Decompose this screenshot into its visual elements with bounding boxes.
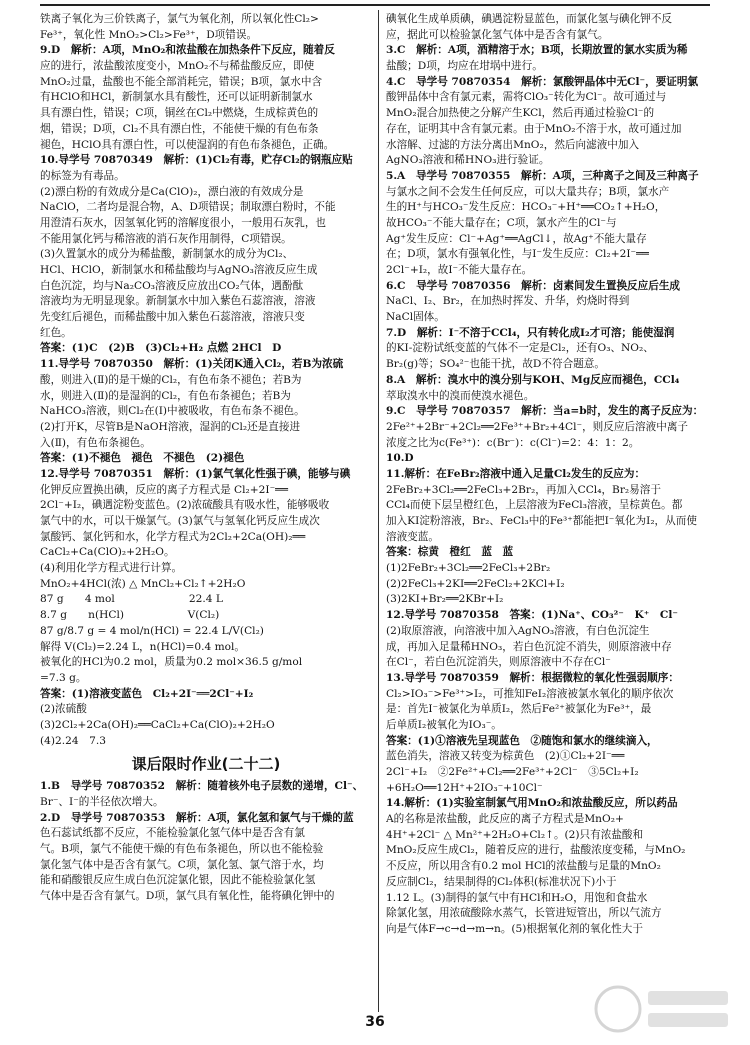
text-line: 12.导学号 70870351 解析：(1)氯气氧化性强于碘，能够与碘 bbox=[40, 467, 351, 480]
text-line: (2)漂白粉的有效成分是Ca(ClO)₂，漂白液的有效成分是 bbox=[40, 185, 304, 198]
text-line: 用澄清石灰水，因氢氧化钙的溶解度很小，一般用石灰乳，也 bbox=[40, 216, 327, 229]
text-line: 解得 V(Cl₂)=2.24 L，n(HCl)=0.4 mol。 bbox=[40, 640, 245, 653]
text-line: 溶液均为无明显现象。新制氯水中加入紫色石蕊溶液，溶液 bbox=[40, 295, 316, 308]
left-block-b bbox=[40, 779, 372, 905]
text-line: 生的H⁺与HCO₃⁻发生反应：HCO₃⁻+H⁺══CO₂↑+H₂O， bbox=[386, 201, 666, 214]
text-line: 10.导学号 70870349 解析：(1)Cl₂有毒，贮存Cl₂的钢瓶应贴 bbox=[40, 154, 353, 167]
text-line: 白色沉淀，均与Na₂CO₃溶液反应放出CO₂气体，遇酚酞 bbox=[40, 279, 304, 292]
page-number: 36 bbox=[365, 1014, 385, 1030]
text-line: 是：首先I⁻被氯化为单质I₂，然后Fe²⁺被氯化为Fe³⁺，最 bbox=[386, 703, 652, 716]
text-line: 13.导学号 70870359 解析：根据微粒的氧化性强弱顺序： bbox=[386, 671, 679, 684]
text-line: (2)2FeCl₃+2KI══2FeCl₂+2KCl+I₂ bbox=[386, 577, 565, 590]
text-line: NaCl、I₂、Br₂，在加热时挥发、升华，灼烧时得到 bbox=[386, 295, 630, 308]
text-line: 应，据此可以检验氯化氢气体中是否含有氯气。 bbox=[386, 28, 609, 41]
top-rule bbox=[40, 4, 710, 6]
text-line: HCl、HClO，新制氯水和稀盐酸均与AgNO₃溶液反应生成 bbox=[40, 264, 318, 276]
text-line: =7.3 g。 bbox=[40, 671, 87, 684]
text-line: 后单质I₂被氧化为IO₃⁻。 bbox=[386, 718, 502, 731]
text-line: 铁离子氧化为三价铁离子，氯气为氧化剂，所以氧化性Cl₂> bbox=[40, 13, 319, 25]
text-line: MnO₂过量，盐酸也不能全部消耗完，错误；B项，氯水中含 bbox=[40, 75, 323, 88]
text-line: 2.D 导学号 70870353 解析：A项，氯化氢和氯气与干燥的蓝 bbox=[40, 811, 354, 824]
watermark-logo bbox=[588, 979, 738, 1039]
text-line: 萃取溴水中的溴而使溴水褪色。 bbox=[386, 389, 535, 402]
text-line: (3)久置氯水的成分为稀盐酸，新制氯水的成分为Cl₂、 bbox=[40, 248, 294, 261]
text-line: 反应制Cl₂，结果制得的Cl₂体积(标准状况下)小于 bbox=[386, 875, 617, 888]
text-line: 氯气中的水，可以干燥氯气。(3)氯气与氢氧化钙反应生成次 bbox=[40, 515, 320, 527]
text-line: 水溶解、过滤的方法分离出MnO₂，然后向滤液中加入 bbox=[386, 138, 640, 151]
text-line: 向是气体F→c→d→m→n。(5)根据氧化剂的氧化性大于 bbox=[386, 922, 643, 935]
text-line: 先变红后褪色，而稀盐酸中加入紫色石蕊溶液，溶液只变 bbox=[40, 311, 305, 324]
text-line: 2Fe²⁺+2Br⁻+2Cl₂══2Fe³⁺+Br₂+4Cl⁻，则反应后溶液中离子 bbox=[386, 420, 689, 433]
column-divider bbox=[378, 10, 379, 1012]
text-line: 气。B项，氯气不能使干燥的有色布条褪色，所以也不能检验 bbox=[40, 843, 324, 856]
text-line: 6.C 导学号 70870356 解析：卤素间发生置换反应后生成 bbox=[386, 279, 681, 292]
text-line: 酸，则进入(Ⅱ)的是干燥的Cl₂，有色布条不褪色；若B为 bbox=[40, 373, 302, 386]
right-block bbox=[386, 12, 714, 938]
text-line: AgNO₃溶液和稀HNO₃进行验证。 bbox=[386, 154, 550, 167]
text-line: 答案：(1)C (2)B (3)Cl₂+H₂ 点燃 2HCl D bbox=[40, 342, 282, 355]
text-line: 蓝色消失，溶液又转变为棕黄色 (2)①Cl₂+2I⁻══ bbox=[386, 750, 625, 763]
text-line: NaClO，二者均是混合物，A、D项错误；制取漂白粉时，不能 bbox=[40, 201, 336, 214]
text-line: (4)2.24 7.3 bbox=[40, 734, 107, 747]
text-line: 5.A 导学号 70870355 解析：A项，三种离子之间及三种离子 bbox=[386, 169, 699, 182]
text-line: 碘氧化生成单质碘，碘遇淀粉显蓝色，而氯化氢与碘化钾不反 bbox=[386, 13, 673, 25]
text-line: 87 g 4 mol 22.4 L bbox=[40, 593, 223, 606]
text-line: 烟，错误；D项，Cl₂不具有漂白性，不能使干燥的有色布条 bbox=[40, 122, 319, 135]
text-line: 色石蕊试纸都不反应，不能检验氯化氢气体中是否含有氯 bbox=[40, 827, 305, 840]
text-line: 成，再加入足量稀HNO₃，若白色沉淀不消失，则原溶液中存 bbox=[386, 640, 672, 653]
text-line: 答案：(1)溶液变蓝色 Cl₂+2I⁻══2Cl⁻+I₂ bbox=[40, 687, 254, 700]
text-line: 应的进行，浓盐酸浓度变小，MnO₂不与稀盐酸反应，即使 bbox=[40, 60, 315, 73]
text-line: 具有漂白性，错误；C项，铜丝在Cl₂中燃烧，生成棕黄色的 bbox=[40, 107, 319, 120]
text-line: 1.12 L。(3)制得的氯气中有HCl和H₂O，用饱和食盐水 bbox=[386, 891, 648, 904]
text-line: (3)2KI+Br₂══2KBr+I₂ bbox=[386, 593, 504, 606]
text-line: 与氯水之间不会发生任何反应，可以大量共存；B项，氯水产 bbox=[386, 185, 670, 198]
text-line: 2Cl⁻+I₂，故I⁻不能大量存在。 bbox=[386, 264, 533, 276]
text-line: 故HCO₃⁻不能大量存在；C项，氯水产生的Cl⁻与 bbox=[386, 216, 617, 229]
text-line: 红色。 bbox=[40, 326, 72, 339]
text-line: 2Cl⁻+I₂，碘遇淀粉变蓝色。(2)浓硫酸具有吸水性，能够吸收 bbox=[40, 499, 330, 512]
text-line: 不能用氯化钙与稀溶液的消石灰作用制得，C项错误。 bbox=[40, 232, 292, 245]
text-line: +6H₂O══12H⁺+2IO₃⁻+10Cl⁻ bbox=[386, 781, 543, 794]
text-line: 答案：(1)不褪色 褪色 不褪色 (2)褪色 bbox=[40, 452, 245, 465]
text-line: 3.C 解析：A项，酒精溶于水；B项，长期放置的氯水实质为稀 bbox=[386, 44, 688, 57]
text-line: 答案：(1)①溶液先呈现蓝色 ②随饱和氯水的继续滴入， bbox=[386, 734, 658, 747]
text-line: 答案：棕黄 橙红 蓝 蓝 bbox=[386, 546, 514, 559]
text-line: 被氧化的HCl为0.2 mol，质量为0.2 mol×36.5 g/mol bbox=[40, 656, 303, 669]
left-column bbox=[40, 12, 372, 905]
text-line: (2)打开K，尽管B是NaOH溶液，湿润的Cl₂还是直接进 bbox=[40, 420, 301, 433]
text-line: 除氯化氢，用浓硫酸除水蒸气，长管进短管出，所以气流方 bbox=[386, 907, 662, 920]
text-line: 11.导学号 70870350 解析：(1)关闭K通入Cl₂，若B为浓硫 bbox=[40, 358, 344, 371]
text-line: Cl₂>IO₃⁻>Fe³⁺>I₂，可推知FeI₂溶液被氯水氧化的顺序依次 bbox=[386, 687, 674, 700]
text-line: 8.A 解析：溴水中的溴分别与KOH、Mg反应而褪色，CCl₄ bbox=[386, 373, 680, 386]
text-line: 不反应，所以用含有0.2 mol HCl的浓盐酸与足量的MnO₂ bbox=[386, 860, 661, 873]
text-line: 12.导学号 70870358 答案：(1)Na⁺、CO₃²⁻ K⁺ Cl⁻ bbox=[386, 609, 678, 622]
text-line: 氯酸钙、氯化钙和水，化学方程式为2Cl₂+2Ca(OH)₂══ bbox=[40, 530, 306, 543]
text-line: 存在，证明其中含有氯元素。由于MnO₂不溶于水，故可通过加 bbox=[386, 122, 682, 135]
text-line: NaCl固体。 bbox=[386, 311, 445, 324]
text-line: 溶液变蓝。 bbox=[386, 530, 439, 543]
text-line: Ag⁺发生反应：Cl⁻+Ag⁺══AgCl↓，故Ag⁺不能大量存 bbox=[386, 232, 647, 245]
text-line: 浓度之比为c(Fe³⁺)：c(Br⁻)：c(Cl⁻)=2：4：1：2。 bbox=[386, 436, 640, 449]
text-line: 在；D项，氯水有强氧化性，与I⁻发生反应：Cl₂+2I⁻══ bbox=[386, 248, 649, 261]
text-line: 有HClO和HCl，新制氯水具有酸性，还可以证明新制氯水 bbox=[40, 91, 313, 104]
text-line: Br⁻、I⁻的半径依次增大。 bbox=[40, 796, 164, 808]
text-line: 4H⁺+2Cl⁻ △ Mn²⁺+2H₂O+Cl₂↑。(2)只有浓盐酸和 bbox=[386, 828, 644, 841]
text-line: MnO₂混合加热使之分解产生KCl，然后再通过检验Cl⁻的 bbox=[386, 107, 655, 120]
text-line: MnO₂+4HCl(浓) △ MnCl₂+Cl₂↑+2H₂O bbox=[40, 577, 246, 590]
text-line: 9.C 导学号 70870357 解析：当a=b时，发生的离子反应为： bbox=[386, 405, 704, 418]
text-line: 褪色，HClO具有漂白性，可以使湿润的有色布条褪色，正确。 bbox=[40, 138, 335, 151]
text-line: 氯化氢气体中是否含有氯气。C项，氯化氢、氯气溶于水，均 bbox=[40, 858, 324, 871]
text-line: MnO₂反应生成Cl₂，随着反应的进行，盐酸浓度变稀，与MnO₂ bbox=[386, 844, 686, 857]
text-line: 87 g/8.7 g = 4 mol/n(HCl) = 22.4 L/V(Cl₂) bbox=[40, 624, 264, 637]
text-line: 2Cl⁻+I₂ ②2Fe²⁺+Cl₂══2Fe³⁺+2Cl⁻ ③5Cl₂+I₂ bbox=[386, 766, 639, 778]
text-line: (3)2Cl₂+2Ca(OH)₂══CaCl₂+Ca(ClO)₂+2H₂O bbox=[40, 718, 275, 731]
text-line: (4)利用化学方程式进行计算。 bbox=[40, 562, 183, 575]
text-line: 2FeBr₂+3Cl₂══2FeCl₃+2Br₂，再加入CCl₄，Br₂易溶于 bbox=[386, 483, 661, 496]
text-line: 的标签为有毒品。 bbox=[40, 169, 125, 182]
text-line: CaCl₂+Ca(ClO)₂+2H₂O。 bbox=[40, 546, 175, 559]
text-line: (2)取原溶液，向溶液中加入AgNO₃溶液，有白色沉淀生 bbox=[386, 624, 650, 637]
text-line: 酸钾晶体中含有氯元素，需将ClO₃⁻转化为Cl⁻。故可通过与 bbox=[386, 91, 667, 104]
text-line: 11.解析：在FeBr₂溶液中通入足量Cl₂发生的反应为： bbox=[386, 467, 646, 480]
text-line: 7.D 解析：I⁻不溶于CCl₄，只有转化成I₂才可溶；能使湿润 bbox=[386, 326, 675, 339]
text-line: Fe³⁺，氧化性 MnO₂>Cl₂>Fe³⁺，D项错误。 bbox=[40, 28, 258, 41]
text-line: 水，则进入(Ⅱ)的是湿润的Cl₂，有色布条褪色；若B为 bbox=[40, 389, 291, 402]
text-line: Br₂(g)等；SO₄²⁻也能干扰，故D不符合题意。 bbox=[386, 358, 605, 371]
text-line: NaHCO₃溶液，则Cl₂在(Ⅰ)中被吸收，有色布条不褪色。 bbox=[40, 405, 305, 418]
text-line: 10.D bbox=[386, 452, 414, 465]
text-line: 化钾反应置换出碘，反应的离子方程式是 Cl₂+2I⁻══ bbox=[40, 483, 288, 496]
section-title: 课后限时作业(二十二) bbox=[131, 755, 281, 774]
left-block-a bbox=[40, 12, 372, 749]
text-line: 4.C 导学号 70870354 解析：氯酸钾晶体中无Cl⁻，要证明氯 bbox=[386, 75, 699, 88]
text-line: A的名称是浓盐酸，此反应的离子方程式是MnO₂+ bbox=[386, 813, 624, 826]
text-line: 能和硝酸银反应生成白色沉淀氯化银，因此不能检验氯化氢 bbox=[40, 874, 316, 887]
text-line: 1.B 导学号 70870352 解析：随着核外电子层数的递增，Cl⁻、 bbox=[40, 780, 364, 793]
text-line: CCl₄而使下层呈橙红色，上层溶液为FeCl₃溶液，呈棕黄色。都 bbox=[386, 499, 683, 512]
text-line: 在Cl⁻，若白色沉淀消失，则原溶液中不存在Cl⁻ bbox=[386, 656, 611, 669]
text-line: 8.7 g n(HCl) V(Cl₂) bbox=[40, 609, 220, 622]
text-line: 14.解析：(1)实验室制氯气用MnO₂和浓盐酸反应，所以药品 bbox=[386, 797, 678, 810]
text-line: 入(Ⅱ)，有色布条褪色。 bbox=[40, 436, 151, 449]
text-line: (2)浓硫酸 bbox=[40, 703, 87, 716]
text-line: 的KI-淀粉试纸变蓝的气体不一定是Cl₂，还有O₃、NO₂、 bbox=[386, 342, 654, 355]
text-line: (1)2FeBr₂+3Cl₂══2FeCl₃+2Br₂ bbox=[386, 562, 551, 575]
text-line: 加入KI淀粉溶液，Br₂、FeCl₃中的Fe³⁺都能把I⁻氧化为I₂，从而使 bbox=[386, 515, 697, 527]
right-column bbox=[386, 12, 714, 938]
text-line: 盐酸；D项，均应在坩埚中进行。 bbox=[386, 60, 543, 73]
text-line: 9.D 解析：A项，MnO₂和浓盐酸在加热条件下反应，随着反 bbox=[40, 44, 335, 57]
text-line: 气体中是否含有氯气。D项，氯气具有氧化性，能将碘化钾中的 bbox=[40, 890, 335, 903]
